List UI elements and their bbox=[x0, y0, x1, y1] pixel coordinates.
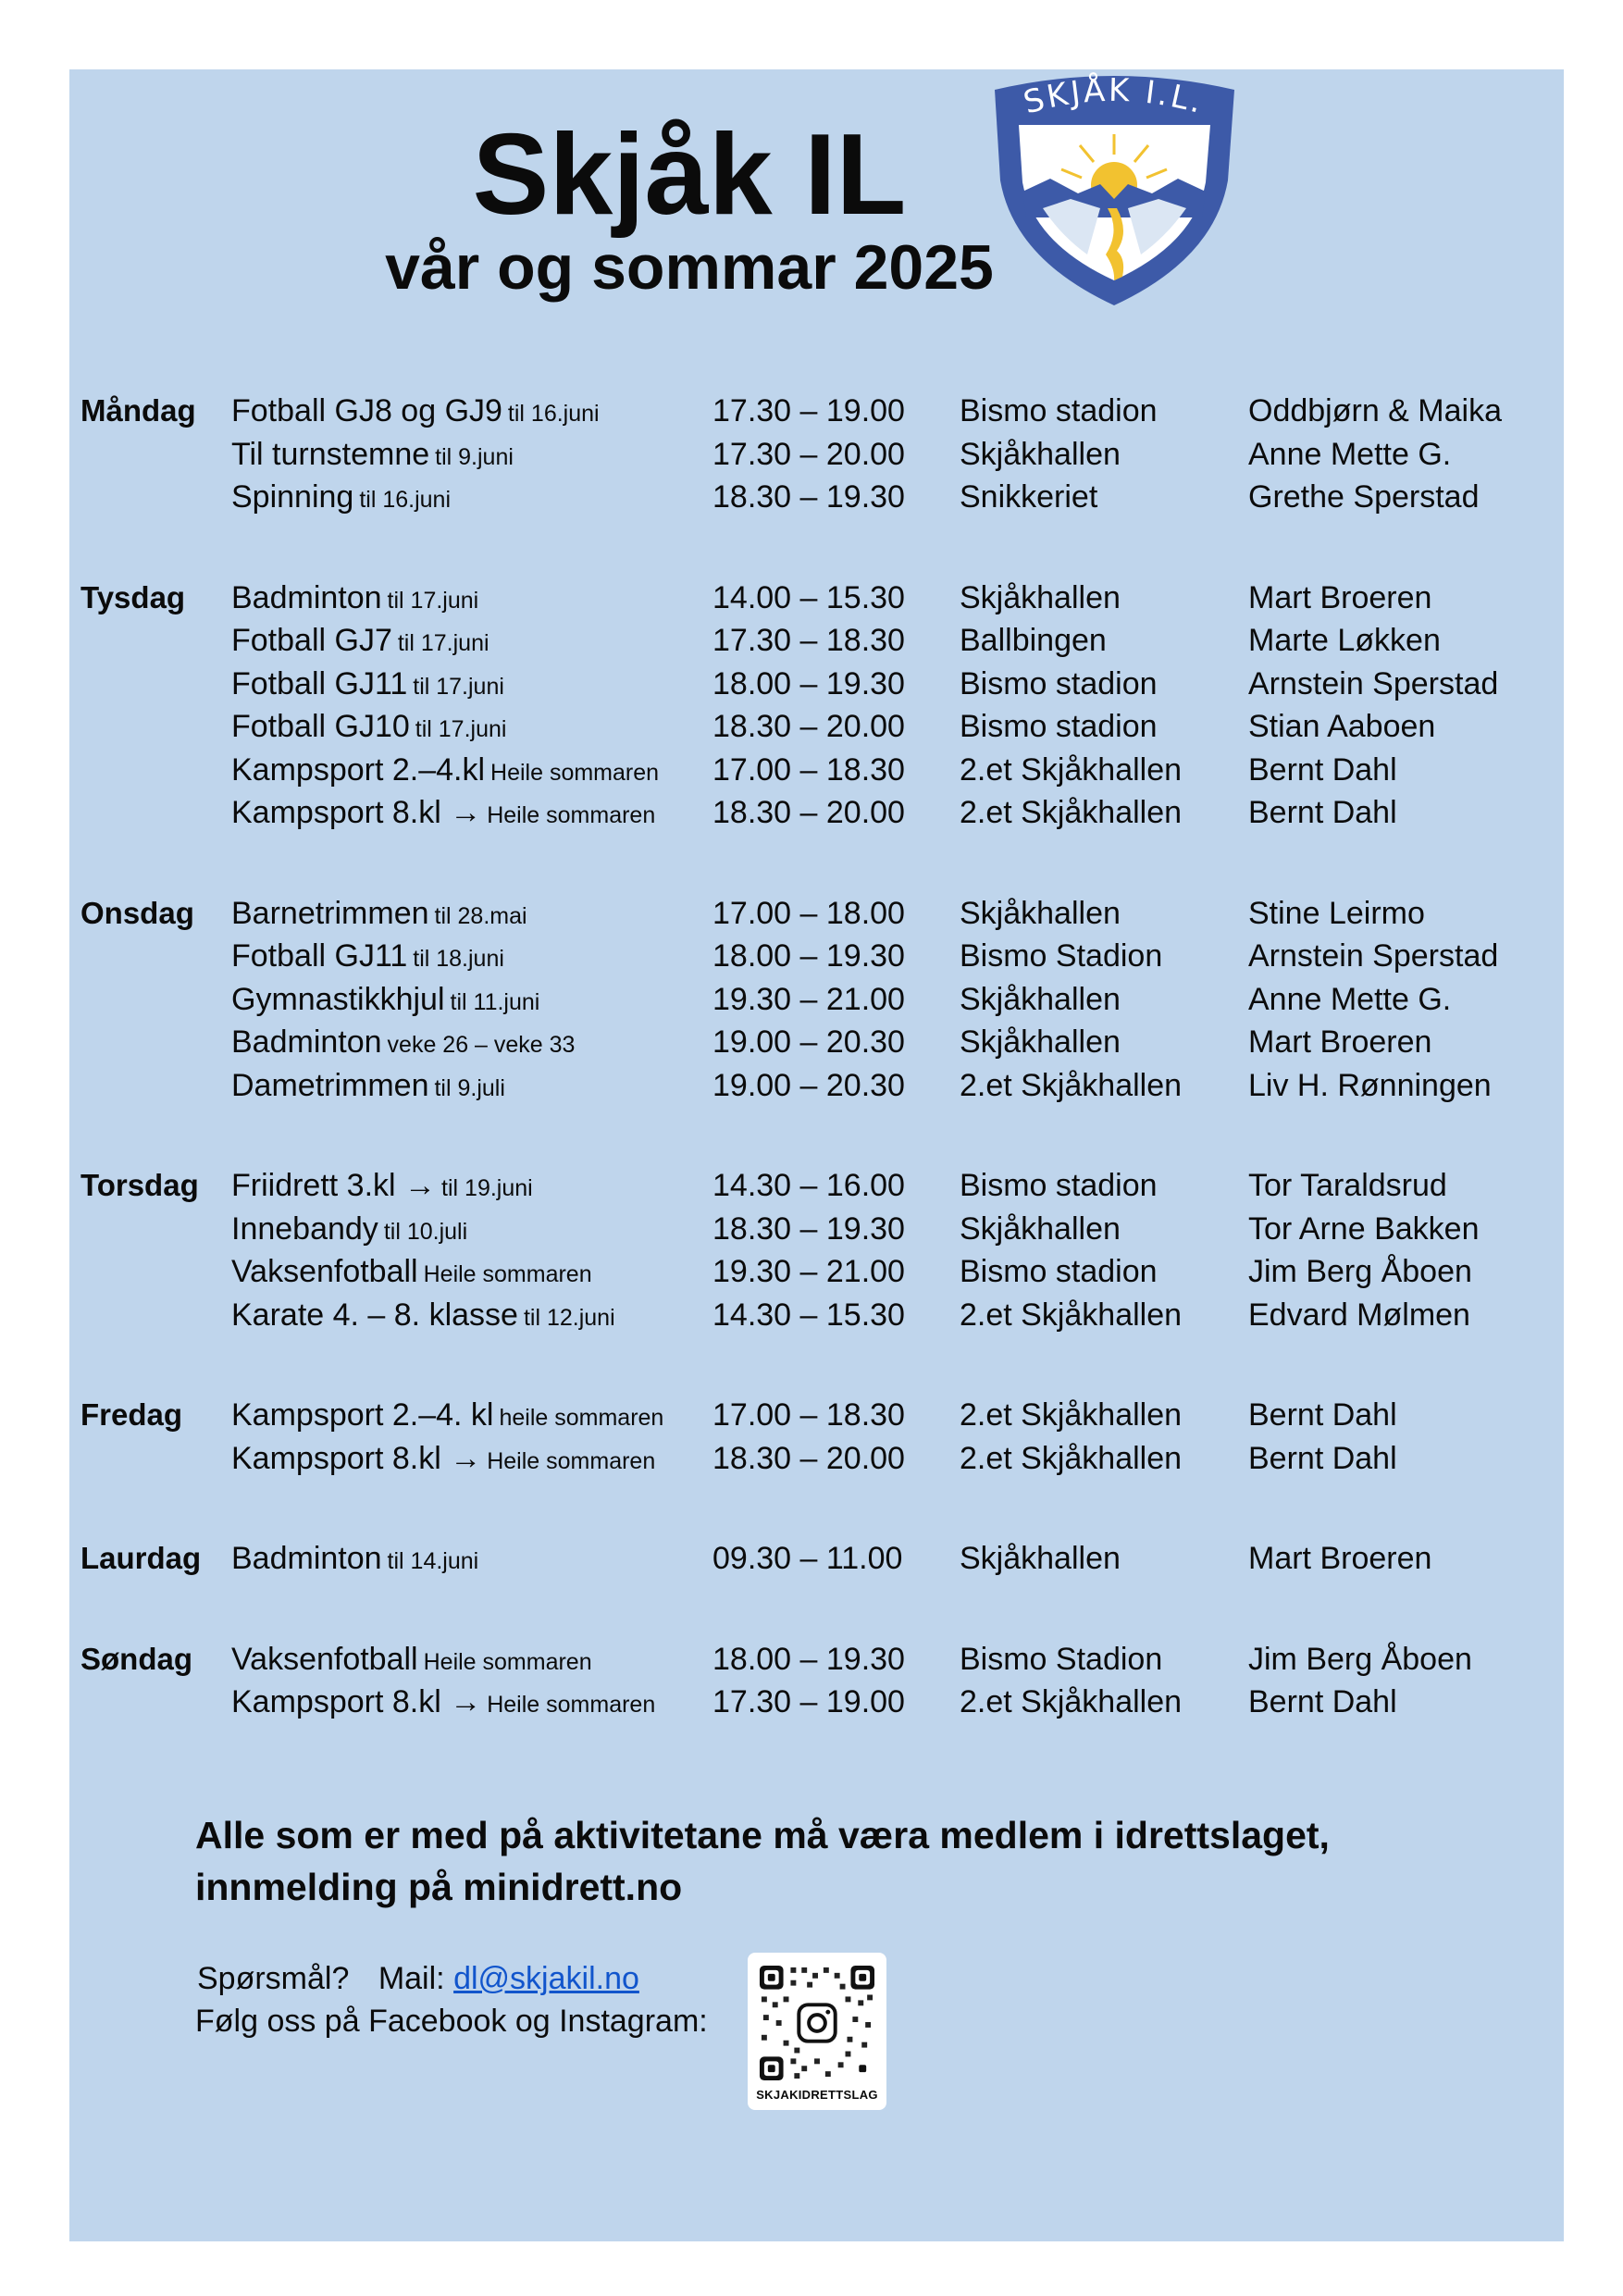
activity-name: Kampsport 2.–4. kl bbox=[231, 1397, 494, 1433]
activity-note: til 16.juni bbox=[359, 487, 452, 513]
activity-time: 18.30 – 19.30 bbox=[712, 1210, 905, 1247]
activity-leader: Stian Aaboen bbox=[1248, 709, 1436, 744]
activity-cell bbox=[231, 791, 655, 838]
activity-cell bbox=[231, 1021, 575, 1067]
activity-cell bbox=[231, 1394, 663, 1440]
activity-time: 19.30 – 21.00 bbox=[712, 981, 905, 1017]
activity-place: Bismo Stadion bbox=[960, 938, 1163, 974]
activity-cell bbox=[231, 390, 600, 436]
activity-row bbox=[231, 791, 1561, 835]
activity-place: Skjåkhallen bbox=[960, 1024, 1121, 1060]
activity-place: Ballbingen bbox=[960, 623, 1107, 658]
activity-place: 2.et Skjåkhallen bbox=[960, 1297, 1183, 1333]
activity-row bbox=[231, 892, 1561, 936]
activity-leader: Anne Mette G. bbox=[1248, 436, 1452, 472]
activity-cell bbox=[231, 1250, 592, 1297]
activity-cell bbox=[231, 577, 478, 623]
question-label: Spørsmål? bbox=[197, 1961, 350, 1996]
activity-cell bbox=[231, 1294, 615, 1340]
activity-time: 17.00 – 18.00 bbox=[712, 895, 905, 931]
day-block bbox=[81, 1537, 1561, 1581]
activity-note: til 28.mai bbox=[434, 902, 527, 929]
day-name: Søndag bbox=[81, 1641, 192, 1676]
activity-time: 19.00 – 20.30 bbox=[712, 1024, 905, 1060]
activity-row bbox=[231, 663, 1561, 706]
day-block bbox=[81, 577, 1561, 835]
activity-note: til 9.juni bbox=[435, 443, 514, 470]
activity-time: 18.00 – 19.30 bbox=[712, 1641, 905, 1677]
activity-cell bbox=[231, 978, 539, 1024]
instagram-icon bbox=[799, 2004, 835, 2041]
activity-leader: Bernt Dahl bbox=[1248, 1440, 1397, 1476]
activity-name: Karate 4. – 8. klasse bbox=[231, 1297, 518, 1333]
activity-cell bbox=[231, 1164, 533, 1210]
activity-leader: Oddbjørn & Maika bbox=[1248, 393, 1502, 428]
day-block bbox=[81, 390, 1561, 519]
club-logo bbox=[987, 69, 1242, 308]
activity-leader: Bernt Dahl bbox=[1248, 1397, 1397, 1433]
activity-place: Skjåkhallen bbox=[960, 579, 1121, 615]
activity-leader: Marte Løkken bbox=[1248, 623, 1441, 658]
notice-line-2: innmelding på minidrett.no bbox=[195, 1866, 683, 1908]
activity-note: til 19.juni bbox=[441, 1175, 533, 1201]
activity-name: Fotball GJ7 bbox=[231, 623, 392, 658]
activity-place: Bismo Stadion bbox=[960, 1641, 1163, 1677]
activity-place: Bismo stadion bbox=[960, 393, 1158, 428]
activity-row bbox=[231, 1250, 1561, 1294]
activity-cell bbox=[231, 705, 506, 751]
activity-time: 17.30 – 19.00 bbox=[712, 1684, 905, 1719]
activity-place: Snikkeriet bbox=[960, 479, 1098, 515]
activity-name: Badminton bbox=[231, 1541, 382, 1576]
day-name: Torsdag bbox=[81, 1168, 199, 1202]
activity-leader: Stine Leirmo bbox=[1248, 895, 1425, 931]
activity-place: 2.et Skjåkhallen bbox=[960, 751, 1183, 788]
mail-link[interactable]: dl@skjakil.no bbox=[453, 1961, 639, 1996]
activity-note: til 11.juni bbox=[450, 988, 540, 1015]
day-name: Onsdag bbox=[81, 895, 194, 930]
membership-notice bbox=[195, 1809, 1398, 1913]
activity-name: Gymnastikkhjul bbox=[231, 981, 445, 1017]
activity-cell bbox=[231, 619, 489, 665]
activity-row bbox=[231, 978, 1561, 1022]
social-text: Følg oss på Facebook og Instagram: bbox=[195, 2004, 708, 2039]
activity-time: 17.30 – 19.00 bbox=[712, 393, 905, 428]
activity-time: 18.30 – 19.30 bbox=[712, 479, 905, 515]
qr-code-pattern bbox=[758, 1964, 876, 2082]
activity-note: til 10.juli bbox=[383, 1218, 468, 1245]
day-block bbox=[81, 892, 1561, 1108]
activity-note: Heile sommaren bbox=[487, 1692, 656, 1718]
qr-label: SKJAKIDRETTSLAG bbox=[756, 2088, 878, 2102]
activity-cell bbox=[231, 1208, 467, 1254]
activity-leader: Grethe Sperstad bbox=[1248, 479, 1480, 515]
activity-name: Vaksenfotball bbox=[231, 1254, 418, 1289]
activity-name: Fotball GJ10 bbox=[231, 709, 410, 744]
activity-leader: Edvard Mølmen bbox=[1248, 1297, 1470, 1333]
activity-cell bbox=[231, 1437, 655, 1483]
activity-cell bbox=[231, 663, 504, 709]
activity-cell bbox=[231, 749, 659, 795]
activity-row bbox=[231, 1208, 1561, 1251]
activity-place: Skjåkhallen bbox=[960, 1210, 1121, 1247]
activity-row bbox=[231, 1394, 1561, 1437]
activity-cell bbox=[231, 935, 504, 981]
activity-note: Heile sommaren bbox=[423, 1261, 592, 1287]
activity-time: 17.00 – 18.30 bbox=[712, 751, 905, 788]
activity-name: Kampsport 2.–4.kl bbox=[231, 751, 486, 788]
activity-leader: Bernt Dahl bbox=[1248, 751, 1397, 788]
activity-note: til 17.juni bbox=[397, 630, 489, 656]
activity-cell bbox=[231, 476, 451, 522]
activity-leader: Arnstein Sperstad bbox=[1248, 665, 1499, 701]
activity-cell bbox=[231, 433, 514, 479]
activity-note: Heile sommaren bbox=[487, 802, 656, 828]
activity-note: til 17.juni bbox=[413, 673, 504, 700]
activity-row bbox=[231, 1164, 1561, 1208]
activity-time: 14.30 – 16.00 bbox=[712, 1168, 905, 1203]
activity-row bbox=[231, 935, 1561, 978]
activity-row bbox=[231, 1681, 1561, 1724]
activity-time: 18.30 – 20.00 bbox=[712, 795, 905, 830]
activity-name: Badminton bbox=[231, 579, 382, 615]
activity-note: Heile sommaren bbox=[487, 1447, 656, 1474]
activity-name: Fotball GJ8 og GJ9 bbox=[231, 393, 502, 428]
activity-name: Spinning bbox=[231, 479, 354, 515]
activity-note: heile sommaren bbox=[499, 1405, 664, 1431]
activity-note: Heile sommaren bbox=[490, 759, 660, 786]
activity-place: 2.et Skjåkhallen bbox=[960, 1397, 1183, 1433]
activity-time: 18.30 – 20.00 bbox=[712, 1440, 905, 1476]
day-name: Måndag bbox=[81, 393, 196, 428]
day-name: Laurdag bbox=[81, 1541, 202, 1575]
activity-cell bbox=[231, 892, 527, 938]
activity-leader: Tor Arne Bakken bbox=[1248, 1210, 1480, 1247]
page-title: Skjåk IL bbox=[472, 111, 907, 239]
activity-leader: Anne Mette G. bbox=[1248, 981, 1452, 1017]
activity-name: Kampsport 8.kl → bbox=[231, 1684, 482, 1719]
day-block bbox=[81, 1638, 1561, 1724]
activity-place: Bismo stadion bbox=[960, 1254, 1158, 1289]
activity-row bbox=[231, 476, 1561, 519]
activity-place: Skjåkhallen bbox=[960, 895, 1121, 931]
activity-row bbox=[231, 619, 1561, 663]
activity-note: til 16.juni bbox=[507, 401, 600, 427]
mail-label: Mail: bbox=[378, 1961, 445, 1996]
activity-row bbox=[231, 1437, 1561, 1481]
activity-row bbox=[231, 390, 1561, 433]
activity-time: 19.30 – 21.00 bbox=[712, 1254, 905, 1289]
logo-text: SKJÅK I.L. bbox=[1020, 71, 1209, 122]
activity-place: 2.et Skjåkhallen bbox=[960, 1684, 1183, 1719]
activity-leader: Jim Berg Åboen bbox=[1248, 1641, 1472, 1677]
activity-note: til 17.juni bbox=[415, 716, 507, 742]
activity-place: Skjåkhallen bbox=[960, 436, 1121, 472]
activity-name: Badminton bbox=[231, 1024, 382, 1060]
contact-mail-line bbox=[195, 1957, 708, 2000]
activity-cell bbox=[231, 1064, 505, 1111]
activity-note: til 12.juni bbox=[523, 1304, 615, 1331]
activity-leader: Arnstein Sperstad bbox=[1248, 938, 1499, 974]
day-block bbox=[81, 1394, 1561, 1480]
day-name: Fredag bbox=[81, 1397, 183, 1432]
activity-leader: Mart Broeren bbox=[1248, 1541, 1432, 1576]
activity-note: Heile sommaren bbox=[423, 1648, 592, 1675]
activity-time: 18.00 – 19.30 bbox=[712, 665, 905, 701]
activity-place: Bismo stadion bbox=[960, 709, 1158, 744]
activity-leader: Bernt Dahl bbox=[1248, 795, 1397, 830]
page-subtitle: vår og sommar 2025 bbox=[385, 232, 994, 303]
day-name: Tysdag bbox=[81, 579, 186, 614]
activity-row bbox=[231, 705, 1561, 749]
activity-name: Fotball GJ11 bbox=[231, 938, 408, 974]
activity-place: Bismo stadion bbox=[960, 1168, 1158, 1203]
activity-note: til 18.juni bbox=[413, 946, 504, 972]
activity-leader: Mart Broeren bbox=[1248, 1024, 1432, 1060]
activity-row bbox=[231, 1638, 1561, 1682]
activity-name: Barnetrimmen bbox=[231, 895, 429, 931]
activity-cell bbox=[231, 1638, 592, 1684]
activity-leader: Liv H. Rønningen bbox=[1248, 1067, 1492, 1103]
activity-time: 18.00 – 19.30 bbox=[712, 938, 905, 974]
day-block bbox=[81, 1164, 1561, 1336]
activity-row bbox=[231, 577, 1561, 620]
contact-info bbox=[195, 1957, 708, 2042]
activity-place: Bismo stadion bbox=[960, 665, 1158, 701]
activity-row bbox=[231, 749, 1561, 792]
poster bbox=[69, 69, 1564, 2241]
activity-leader: Tor Taraldsrud bbox=[1248, 1168, 1447, 1203]
activity-leader: Mart Broeren bbox=[1248, 579, 1432, 615]
activity-name: Innebandy bbox=[231, 1210, 378, 1247]
activity-row bbox=[231, 1537, 1561, 1581]
activity-cell bbox=[231, 1537, 478, 1583]
activity-time: 14.00 – 15.30 bbox=[712, 579, 905, 615]
activity-row bbox=[231, 433, 1561, 477]
activity-note: til 14.juni bbox=[387, 1548, 479, 1574]
activity-note: veke 26 – veke 33 bbox=[387, 1032, 576, 1058]
activity-row bbox=[231, 1021, 1561, 1064]
activity-name: Fotball GJ11 bbox=[231, 665, 408, 701]
activity-name: Vaksenfotball bbox=[231, 1641, 418, 1677]
activity-time: 14.30 – 15.30 bbox=[712, 1297, 905, 1333]
activity-name: Kampsport 8.kl → bbox=[231, 795, 482, 830]
activity-name: Friidrett 3.kl → bbox=[231, 1168, 437, 1203]
activity-row bbox=[231, 1064, 1561, 1108]
qr-code[interactable] bbox=[748, 1953, 886, 2110]
activity-time: 19.00 – 20.30 bbox=[712, 1067, 905, 1103]
activity-place: 2.et Skjåkhallen bbox=[960, 795, 1183, 830]
activity-name: Kampsport 8.kl → bbox=[231, 1440, 482, 1476]
activity-name: Til turnstemne bbox=[231, 436, 430, 472]
activity-place: 2.et Skjåkhallen bbox=[960, 1067, 1183, 1103]
activity-row bbox=[231, 1294, 1561, 1337]
activity-place: Skjåkhallen bbox=[960, 1541, 1121, 1576]
activity-place: Skjåkhallen bbox=[960, 981, 1121, 1017]
activity-leader: Jim Berg Åboen bbox=[1248, 1254, 1472, 1289]
activity-time: 18.30 – 20.00 bbox=[712, 709, 905, 744]
activity-name: Dametrimmen bbox=[231, 1067, 429, 1103]
weekly-schedule bbox=[81, 390, 1561, 1781]
activity-cell bbox=[231, 1681, 655, 1727]
activity-time: 09.30 – 11.00 bbox=[712, 1541, 903, 1576]
activity-time: 17.00 – 18.30 bbox=[712, 1397, 905, 1433]
notice-line-1: Alle som er med på aktivitetane må væra medlem i idrettslaget, bbox=[195, 1814, 1330, 1856]
activity-time: 17.30 – 18.30 bbox=[712, 623, 905, 658]
activity-leader: Bernt Dahl bbox=[1248, 1684, 1397, 1719]
activity-note: til 17.juni bbox=[387, 587, 479, 614]
activity-note: til 9.juli bbox=[434, 1074, 505, 1101]
activity-time: 17.30 – 20.00 bbox=[712, 436, 905, 472]
activity-place: 2.et Skjåkhallen bbox=[960, 1440, 1183, 1476]
